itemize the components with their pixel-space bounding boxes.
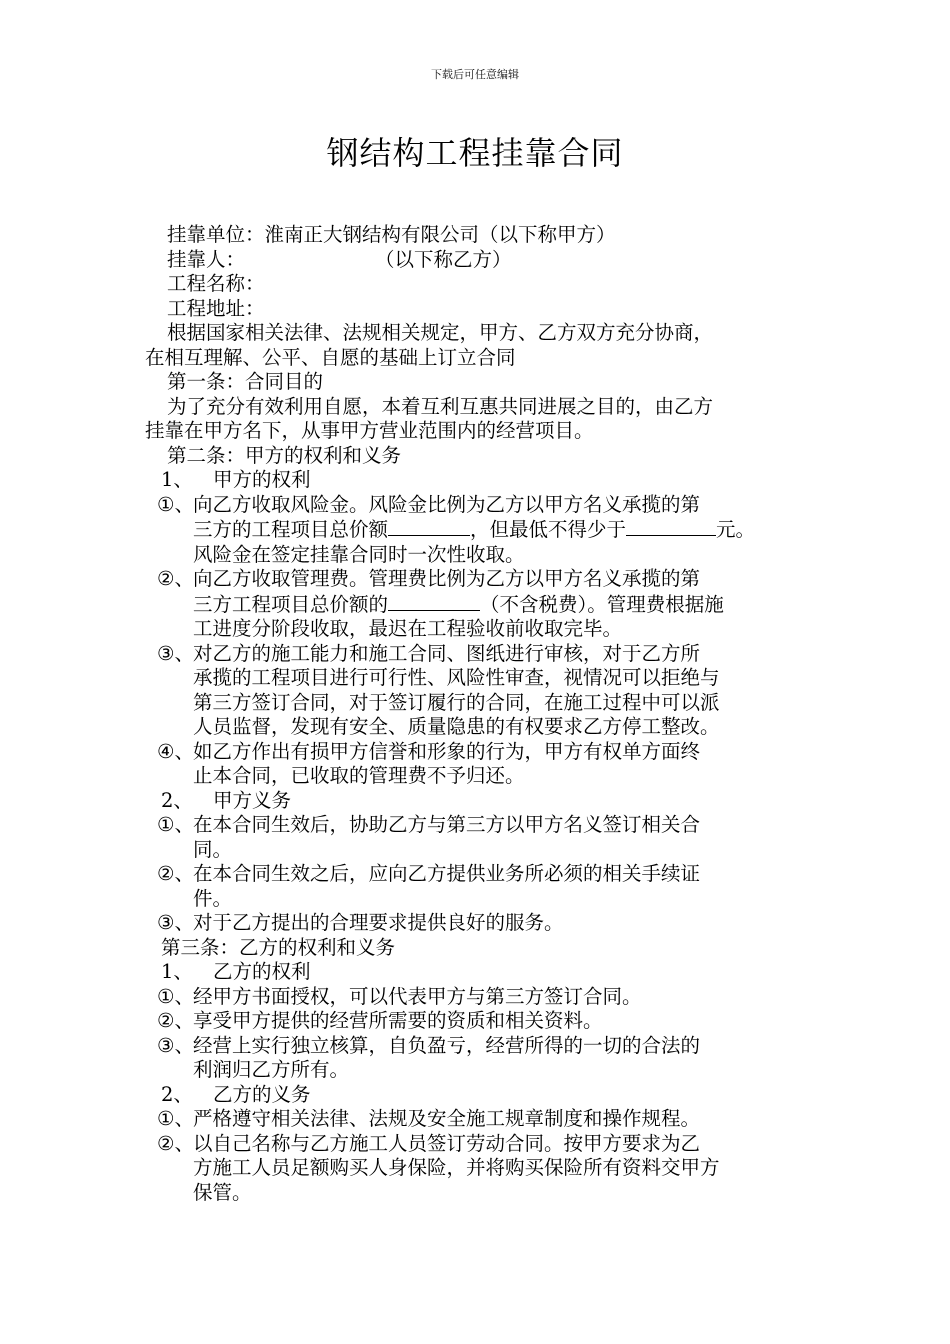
article2-section1 xyxy=(145,468,815,493)
item-line: 对乙方的施工能力和施工合同、图纸进行审核，对于乙方所 xyxy=(193,641,701,665)
list-item xyxy=(145,1034,815,1083)
section-title: 甲方的权利 xyxy=(213,468,311,491)
item-line: 如乙方作出有损甲方信誉和形象的行为，甲方有权单方面终 xyxy=(193,739,701,763)
item-line: 经营上实行独立核算，自负盈亏，经营所得的一切的合法的 xyxy=(193,1033,701,1057)
item-text: 元。 xyxy=(716,518,756,541)
list-item xyxy=(145,1132,815,1206)
project-address-line: 工程地址： xyxy=(167,296,265,320)
list-item xyxy=(145,862,815,911)
item-number: ①、 xyxy=(157,492,194,516)
item-line: 在本合同生效之后，应向乙方提供业务所必须的相关手续证 xyxy=(193,862,701,885)
item-line: 方施工人员足额购买人身保险，并将购买保险所有资料交甲方 xyxy=(193,1156,720,1179)
item-number: ③、 xyxy=(157,911,194,934)
item-line: 利润归乙方所有。 xyxy=(193,1058,350,1081)
item-line: 同。 xyxy=(193,837,233,861)
article2-heading: 第二条：甲方的权利和义务 xyxy=(167,443,402,467)
item-line xyxy=(193,517,815,543)
list-item xyxy=(145,493,815,568)
article1-heading: 第一条：合同目的 xyxy=(167,370,324,393)
item-line: 止本合同，已收取的管理费不予归还。 xyxy=(193,764,525,787)
item-line: 经甲方书面授权，可以代表甲方与第三方签订合同。 xyxy=(193,984,642,1008)
header-note: 下载后可任意编辑 xyxy=(431,68,519,81)
section-number: 1、 xyxy=(161,468,193,491)
item-number: ①、 xyxy=(157,813,194,836)
contract-body xyxy=(145,223,815,1205)
item-line: 享受甲方提供的经营所需要的资质和相关资料。 xyxy=(193,1009,603,1032)
item-line: 向乙方收取风险金。风险金比例为乙方以甲方名义承揽的第 xyxy=(193,492,701,516)
list-item xyxy=(145,813,815,862)
list-item xyxy=(145,911,815,936)
project-name-line: 工程名称： xyxy=(167,272,265,295)
person-label: 挂靠人： xyxy=(167,247,246,271)
item-line: 向乙方收取管理费。管理费比例为乙方以甲方名义承揽的第 xyxy=(193,567,701,590)
item-text: 三方的工程项目总价额 xyxy=(193,518,389,541)
item-number: ①、 xyxy=(157,1107,194,1130)
item-number: ②、 xyxy=(157,1009,194,1032)
preamble-line-2: 在相互理解、公平、自愿的基础上订立合同 xyxy=(145,345,516,369)
item-line xyxy=(193,592,815,618)
article3-section2 xyxy=(145,1083,815,1108)
article3-section1 xyxy=(145,960,815,985)
item-line: 以自己名称与乙方施工人员签订劳动合同。按甲方要求为乙 xyxy=(193,1131,701,1155)
unit-line: 挂靠单位：淮南正大钢结构有限公司（以下称甲方） xyxy=(167,223,616,246)
list-item xyxy=(145,642,815,740)
item-line: 件。 xyxy=(193,886,233,910)
section-number: 2、 xyxy=(161,1082,193,1106)
preamble-line-1: 根据国家相关法律、法规相关规定，甲方、乙方双方充分协商， xyxy=(167,321,714,344)
person-line xyxy=(145,248,815,273)
item-line: 承揽的工程项目进行可行性、风险性审查，视情况可以拒绝与 xyxy=(193,666,720,689)
item-number: ①、 xyxy=(157,984,194,1008)
list-item xyxy=(145,985,815,1010)
item-line: 严格遵守相关法律、法规及安全施工规章制度和操作规程。 xyxy=(193,1107,701,1130)
section-number: 2、 xyxy=(161,788,193,812)
item-text: （不含税费）。管理费根据施 xyxy=(480,592,724,616)
item-number: ③、 xyxy=(157,1033,194,1057)
article3-heading: 第三条：乙方的权利和义务 xyxy=(161,935,396,959)
item-number: ④、 xyxy=(157,739,194,763)
item-number: ②、 xyxy=(157,567,194,590)
list-item xyxy=(145,740,815,789)
risk-rate-blank[interactable] xyxy=(388,517,470,536)
article1-line-1: 为了充分有效利用自愿，本着互利互惠共同进展之目的，由乙方 xyxy=(167,394,714,418)
article2-section2 xyxy=(145,789,815,814)
list-item xyxy=(145,567,815,642)
item-number: ②、 xyxy=(157,1131,194,1155)
section-title: 乙方的义务 xyxy=(213,1082,311,1106)
item-line: 保管。 xyxy=(193,1180,252,1204)
item-number: ②、 xyxy=(157,862,194,885)
item-line: 风险金在签定挂靠合同时一次性收取。 xyxy=(193,542,525,566)
minimum-amount-blank[interactable] xyxy=(626,517,716,536)
management-fee-blank[interactable] xyxy=(388,592,480,611)
section-title: 乙方的权利 xyxy=(213,960,311,983)
list-item xyxy=(145,1107,815,1132)
article1-line-2: 挂靠在甲方名下，从事甲方营业范围内的经营项目。 xyxy=(145,419,594,442)
item-line: 工进度分阶段收取，最迟在工程验收前收取完毕。 xyxy=(193,617,623,640)
item-text: 三方工程项目总价额的 xyxy=(193,592,389,616)
section-title: 甲方义务 xyxy=(213,788,292,812)
item-line: 第三方签订合同，对于签订履行的合同，在施工过程中可以派 xyxy=(193,690,720,714)
item-line: 在本合同生效后，协助乙方与第三方以甲方名义签订相关合 xyxy=(193,813,701,836)
list-item xyxy=(145,1009,815,1034)
item-text: ，但最低不得少于 xyxy=(470,518,627,541)
item-number: ③、 xyxy=(157,641,194,665)
section-number: 1、 xyxy=(161,960,193,983)
item-line: 对于乙方提出的合理要求提供良好的服务。 xyxy=(193,911,564,934)
person-suffix: （以下称乙方） xyxy=(375,247,512,271)
item-line: 人员监督，发现有安全、质量隐患的有权要求乙方停工整改。 xyxy=(193,715,720,738)
document-title: 钢结构工程挂靠合同 xyxy=(326,134,624,172)
